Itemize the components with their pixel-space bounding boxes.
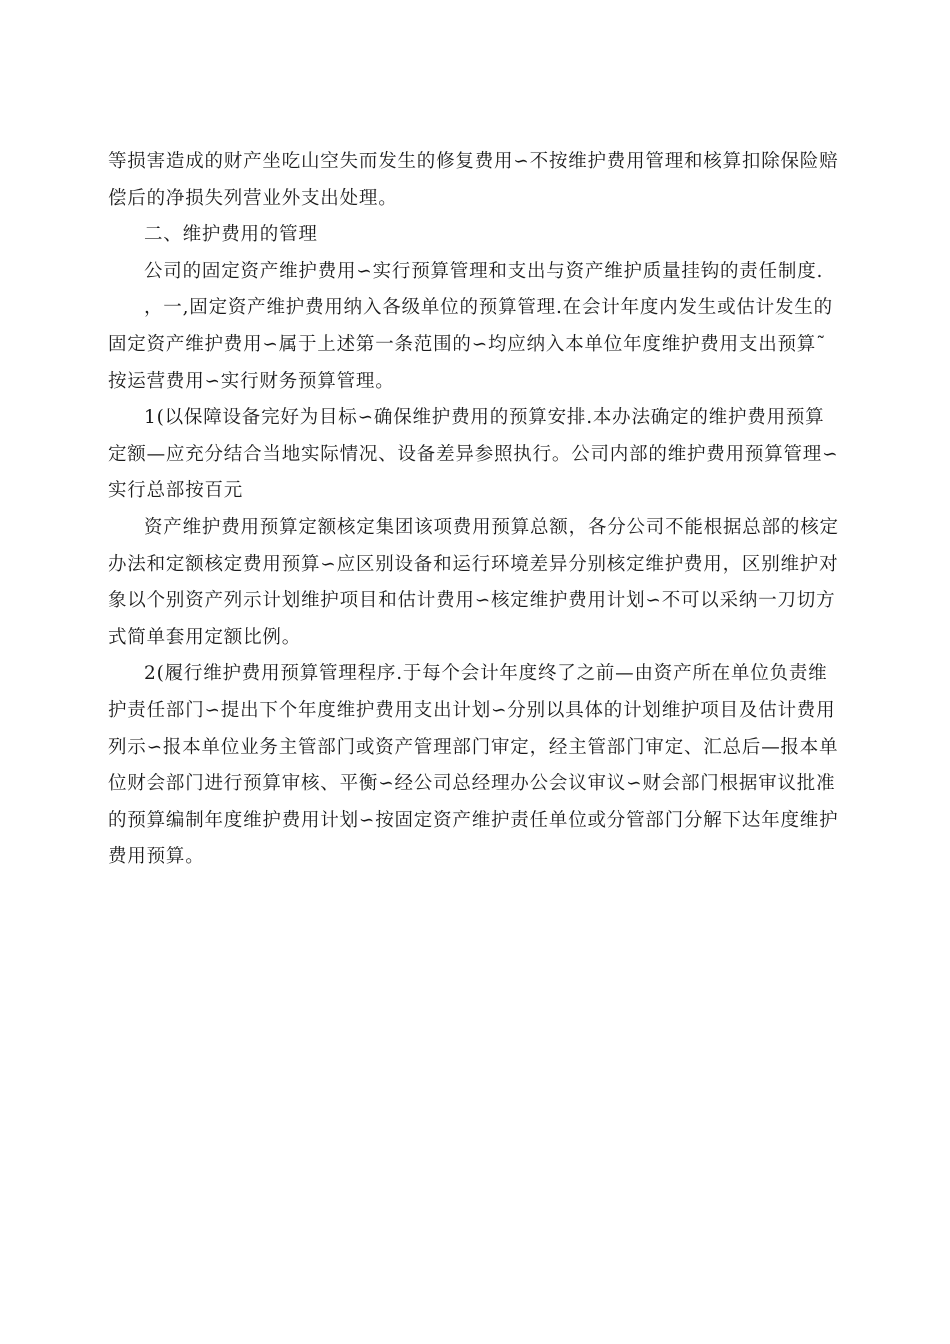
section-heading (108, 217, 842, 254)
text-line: 固定资产维护费用∽属于上述第一条范围的∽均应纳入本单位年度维护费用支出预算˜ (108, 333, 827, 355)
paragraph-quota (108, 510, 842, 656)
text-line: 定额—应充分结合当地实际情况、设备差异参照执行。公司内部的维护费用预算管理∽ (108, 443, 839, 465)
text-line: 办法和定额核定费用预算∽应区别设备和运行环境差异分别核定维护费用，区别维护对 (108, 553, 839, 575)
text-line: 位财会部门进行预算审核、平衡∽经公司总经理办公会议审议∽财会部门根据审议批准 (108, 773, 836, 795)
paragraph-item-one (108, 290, 842, 400)
text-line: 按运营费用∽实行财务预算管理。 (108, 370, 395, 392)
text-line: 公司的固定资产维护费用∽实行预算管理和支出与资产维护质量挂钩的责任制度. (144, 260, 824, 282)
paragraph-continuation (108, 144, 842, 217)
text-line: 2(履行维护费用预算管理程序.于每个会计年度终了之前—由资产所在单位负责维 (144, 663, 828, 685)
text-line: 的预算编制年度维护费用计划∽按固定资产维护责任单位或分管部门分解下达年度维护 (108, 809, 839, 831)
text-line: 偿后的净损失列营业外支出处理。 (108, 187, 398, 209)
text-line: 实行总部按百元 (108, 480, 244, 502)
text-line: ，一,固定资产维护费用纳入各级单位的预算管理.在会计年度内发生或估计发生的 (144, 297, 833, 319)
text-line: 式简单套用定额比例。 (108, 626, 302, 648)
text-line: 列示∽报本单位业务主管部门或资产管理部门审定，经主管部门审定、汇总后—报本单 (108, 736, 839, 758)
text-line: 资产维护费用预算定额核定集团该项费用预算总额，各分公司不能根据总部的核定 (144, 516, 839, 538)
text-line: 护责任部门∽提出下个年度维护费用支出计划∽分别以具体的计划维护项目及估计费用 (108, 699, 836, 721)
text-line: 费用预算。 (108, 846, 205, 868)
text-line: 1(以保障设备完好为目标∽确保维护费用的预算安排.本办法确定的维护费用预算 (144, 407, 825, 429)
paragraph-point-2 (108, 656, 842, 876)
document-body (108, 144, 842, 876)
section-heading-text: 二、维护费用的管理 (144, 224, 318, 246)
text-line: 象以个别资产列示计划维护项目和估计费用∽核定维护费用计划∽不可以采纳一刀切方 (108, 590, 836, 612)
paragraph-point-1 (108, 400, 842, 510)
paragraph-intro (108, 254, 842, 291)
text-line: 等损害造成的财产坐吃山空失而发生的修复费用∽不按维护费用管理和核算扣除保险赔 (108, 151, 839, 172)
